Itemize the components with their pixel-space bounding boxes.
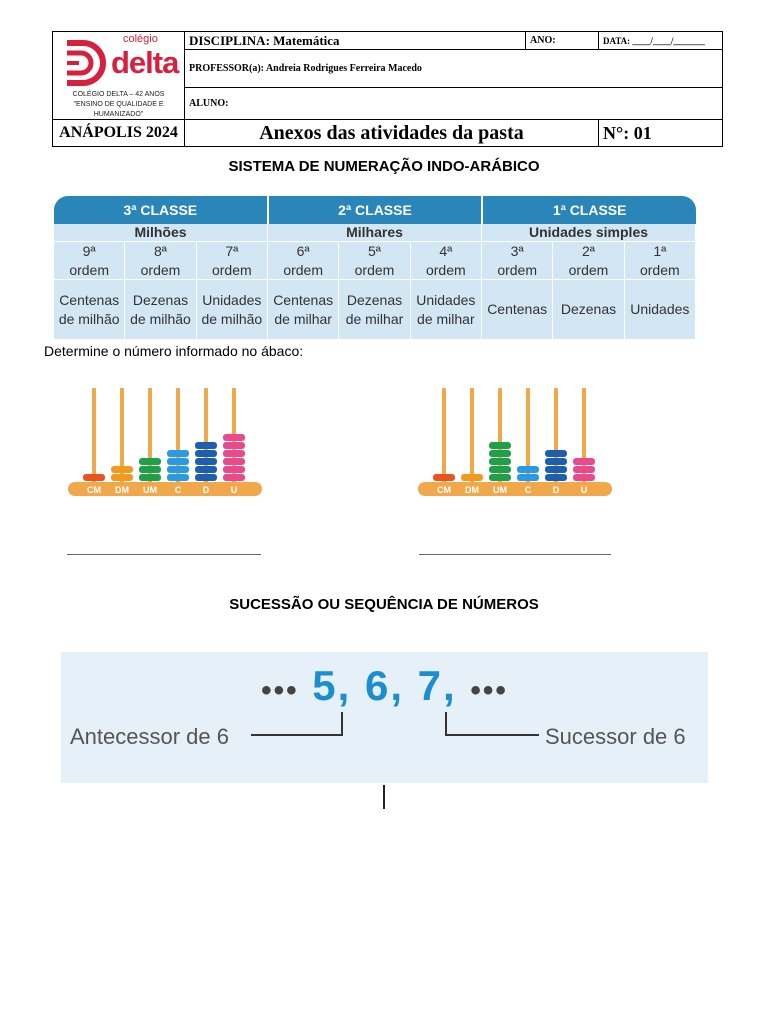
sheet-number: N°: 01: [599, 120, 723, 147]
abacus-bead: [167, 474, 189, 481]
aluno-field[interactable]: ALUNO:: [185, 88, 723, 120]
abacus-bead: [195, 450, 217, 457]
order-word: ordem: [568, 261, 609, 278]
order-word: ordem: [211, 261, 252, 278]
order-name-cell: Centenas: [482, 280, 553, 340]
logo-caption-line: HUMANIZADO": [93, 110, 144, 118]
abacus-bead: [517, 474, 539, 481]
order-word: ordem: [69, 261, 109, 278]
abacus-bead: [139, 466, 161, 473]
order-number: 9ª: [82, 242, 96, 259]
abacus-bead: [489, 442, 511, 449]
answer-line-2[interactable]: [419, 554, 611, 555]
abacus-bead: [223, 458, 245, 465]
abacus-bead: [195, 442, 217, 449]
abacus-label: D: [552, 485, 560, 495]
abacus-instruction: Determine o número informado no ábaco:: [44, 343, 304, 359]
order-word: ordem: [354, 261, 395, 278]
order-name-cell: Dezenas: [553, 280, 624, 340]
abacus-bead: [223, 474, 245, 481]
delta-logo-icon: [63, 39, 109, 87]
abacus-label: CM: [87, 485, 101, 495]
abacus-bead: [195, 458, 217, 465]
abacus-bead: [223, 442, 245, 449]
school-logo-cell: [53, 32, 185, 120]
abacus-bead: [545, 466, 567, 473]
school-logo: [53, 33, 184, 119]
abacus-bead: [545, 458, 567, 465]
page-title: Anexos das atividades da pasta: [185, 120, 599, 147]
ellipsis-left: •••: [261, 674, 299, 707]
group-milhares: Milhares: [268, 224, 482, 242]
abacus-bead: [167, 450, 189, 457]
abacus-bead: [195, 466, 217, 473]
order-word: ordem: [639, 261, 680, 278]
abacus-bead: [433, 474, 455, 481]
ellipsis-right: •••: [470, 674, 508, 707]
abacus-bead: [489, 474, 511, 481]
order-number: 4ª: [439, 242, 453, 259]
class-1-header: 1ª CLASSE: [552, 202, 627, 218]
order-name-cell: Centenas de milhão: [54, 280, 125, 340]
order-name-cell: Unidades de milhar: [411, 280, 482, 340]
abacus-label: C: [524, 485, 532, 495]
classes-table: [44, 186, 702, 340]
city-year: ANÁPOLIS 2024: [53, 120, 185, 147]
professor-field: PROFESSOR(a): Andreia Rodrigues Ferreira Macedo: [185, 50, 723, 88]
order-name-cell: Centenas de milhar: [268, 280, 339, 340]
abacus-bead: [139, 458, 161, 465]
abacus-label: UM: [143, 485, 157, 495]
order-cell: [482, 242, 553, 280]
abacus-label: DM: [465, 485, 479, 495]
group-milhoes: Milhões: [54, 224, 268, 242]
abacus-bead: [83, 474, 105, 481]
antecessor-label: Antecessor de 6: [70, 724, 229, 749]
abacus-label: U: [580, 485, 588, 495]
abacus-rod: [92, 388, 96, 482]
abacus-label: UM: [493, 485, 507, 495]
class-2-header: 2ª CLASSE: [269, 196, 484, 224]
sequence-illustration: [61, 652, 708, 783]
text-cursor: [383, 785, 385, 809]
abacus-label: C: [174, 485, 182, 495]
sequence-numbers: 5, 6, 7,: [312, 662, 457, 709]
logo-caption: [53, 90, 184, 120]
order-word: ordem: [497, 261, 537, 278]
logo-caption-line: "ENSINO DE QUALIDADE E: [73, 100, 164, 108]
abacus-bead: [489, 458, 511, 465]
order-name-cell: Unidades: [625, 280, 696, 340]
answer-line-1[interactable]: [67, 554, 261, 555]
sucessor-label: Sucessor de 6: [545, 724, 686, 749]
order-number: 6ª: [296, 242, 310, 259]
order-name-cell: Dezenas de milhão: [125, 280, 196, 340]
abacus-bead: [573, 458, 595, 465]
abacus-bead: [545, 450, 567, 457]
abacus-label: CM: [437, 485, 451, 495]
abacus-rod: [470, 388, 474, 482]
order-number: 7ª: [225, 242, 239, 259]
abacus-bead: [195, 474, 217, 481]
ano-field[interactable]: ANO:: [526, 32, 599, 50]
abacus-bead: [111, 474, 133, 481]
abacus-bead: [461, 474, 483, 481]
abacus-bead: [223, 466, 245, 473]
order-word: ordem: [140, 261, 181, 278]
abacus-2: [416, 384, 616, 500]
abacus-bead: [489, 466, 511, 473]
order-number: 3ª: [510, 242, 524, 259]
abacus-bead: [223, 434, 245, 441]
order-number: 2ª: [582, 242, 595, 259]
order-number: 8ª: [154, 242, 167, 259]
abacus-bead: [545, 474, 567, 481]
abacus-bead: [517, 466, 539, 473]
abacus-label: D: [202, 485, 210, 495]
order-cell: [625, 242, 696, 280]
order-number: 5ª: [368, 242, 381, 259]
abacus-bead: [223, 450, 245, 457]
order-cell: [268, 242, 339, 280]
abacus-1: [66, 384, 266, 500]
section-title-numeration: SISTEMA DE NUMERAÇÃO INDO-ARÁBICO: [228, 158, 540, 175]
group-unidades: Unidades simples: [482, 224, 696, 242]
abacus-bead: [139, 474, 161, 481]
abacus-label: U: [230, 485, 238, 495]
abacus-bead: [111, 466, 133, 473]
abacus-bead: [167, 466, 189, 473]
order-name-cell: Dezenas de milhar: [339, 280, 410, 340]
abacus-bead: [167, 458, 189, 465]
abacus-bead: [573, 474, 595, 481]
order-cell: [553, 242, 624, 280]
order-number: 1ª: [653, 242, 667, 259]
order-cell: [339, 242, 410, 280]
section-title-sequence: SUCESSÃO OU SEQUÊNCIA DE NÚMEROS: [229, 596, 539, 613]
logo-big-text: delta: [111, 44, 179, 80]
logo-small-text: colégio: [123, 32, 158, 45]
class-3-header: 3ª CLASSE: [54, 196, 269, 224]
abacus-rod: [442, 388, 446, 482]
classes-header: [54, 196, 696, 224]
order-cell: [411, 242, 482, 280]
abacus-label: DM: [115, 485, 129, 495]
abacus-bead: [573, 466, 595, 473]
order-cell: [125, 242, 196, 280]
classes-grid: [54, 224, 696, 340]
header-table: [52, 31, 723, 147]
order-cell: [54, 242, 125, 280]
order-name-cell: Unidades de milhão: [197, 280, 268, 340]
order-word: ordem: [283, 261, 323, 278]
connector-lines: [61, 652, 708, 783]
order-word: ordem: [425, 261, 466, 278]
order-cell: [197, 242, 268, 280]
disciplina-field: DISCIPLINA: Matemática: [185, 32, 526, 50]
abacus-bead: [489, 450, 511, 457]
logo-caption-line: COLÉGIO DELTA – 42 ANOS: [72, 90, 165, 98]
data-field[interactable]: DATA: ____/____/_______: [599, 32, 723, 50]
